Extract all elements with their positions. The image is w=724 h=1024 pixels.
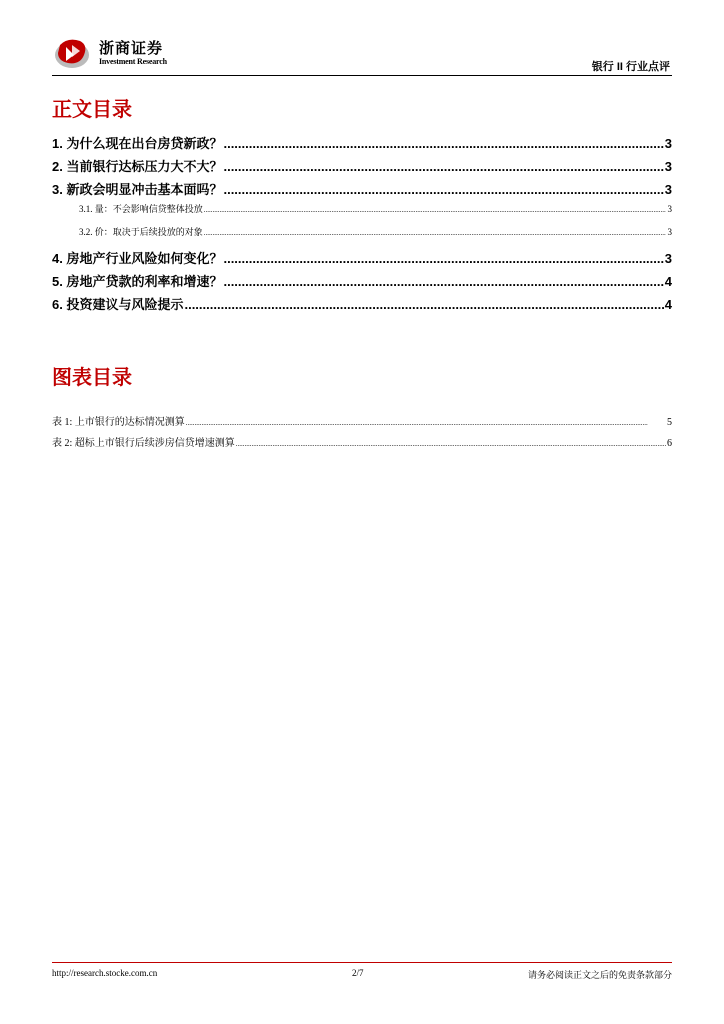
toc-entry-page: 3 — [664, 136, 672, 151]
page-number: 2/7 — [352, 968, 364, 978]
toc-entry-label: 2. 当前银行达标压力大不大？ — [52, 159, 223, 174]
toc-leader — [184, 297, 663, 312]
toc-entry[interactable] — [52, 156, 672, 179]
figure-entry-label: 表 2: 超标上市银行后续涉房信贷增速测算 — [52, 438, 235, 449]
figure-entry[interactable] — [52, 434, 672, 455]
toc-entry-page: 3 — [664, 159, 672, 174]
toc-leader — [204, 206, 667, 214]
report-category: 银行 II 行业点评 — [591, 61, 670, 73]
figure-entry[interactable] — [52, 413, 672, 434]
toc-leader — [236, 440, 666, 448]
toc-list — [52, 133, 672, 317]
toc-entry[interactable] — [52, 271, 672, 294]
figures-title: 图表目录 — [52, 367, 132, 389]
toc-entry[interactable] — [52, 294, 672, 317]
logo-chinese-name: 浙商证券 — [99, 40, 164, 57]
toc-entry-page: 4 — [664, 297, 672, 312]
footer-url[interactable]: http://research.stocke.com.cn — [52, 968, 158, 978]
toc-entry-label: 3.1. 量：不会影响信贷整体投放 — [79, 204, 203, 214]
toc-entry-page: 3 — [667, 227, 672, 237]
figure-entry-page: 5 — [667, 417, 672, 428]
toc-subentry[interactable] — [52, 225, 672, 248]
toc-entry-label: 6. 投资建议与风险提示 — [52, 297, 184, 312]
toc-entry-label: 4. 房地产行业风险如何变化？ — [52, 251, 223, 266]
company-logo — [52, 35, 172, 71]
toc-leader — [223, 182, 663, 197]
toc-entry-page: 3 — [664, 251, 672, 266]
toc-leader — [204, 229, 667, 237]
toc-title: 正文目录 — [52, 99, 132, 121]
toc-leader — [223, 136, 663, 151]
toc-entry-page: 3 — [664, 182, 672, 197]
toc-leader — [186, 419, 666, 427]
figure-entry-page: 6 — [667, 438, 672, 449]
toc-entry-page: 3 — [667, 204, 672, 214]
stocke-logo-icon — [52, 35, 94, 71]
toc-entry-label: 3.2. 价：取决于后续投放的对象 — [79, 227, 203, 237]
toc-entry[interactable] — [52, 248, 672, 271]
toc-entry-label: 1. 为什么现在出台房贷新政？ — [52, 136, 223, 151]
toc-entry-page: 4 — [664, 274, 672, 289]
toc-subentry[interactable] — [52, 202, 672, 225]
toc-entry-label: 3. 新政会明显冲击基本面吗？ — [52, 182, 223, 197]
figures-list — [52, 413, 672, 455]
footer-divider — [52, 962, 672, 963]
toc-entry-label: 5. 房地产贷款的利率和增速？ — [52, 274, 223, 289]
toc-leader — [223, 274, 663, 289]
toc-leader — [223, 159, 663, 174]
toc-entry[interactable] — [52, 179, 672, 202]
disclaimer-note: 请务必阅读正文之后的免责条款部分 — [527, 970, 672, 980]
figure-entry-label: 表 1: 上市银行的达标情况测算 — [52, 417, 185, 428]
logo-english-name: Investment Research — [99, 57, 167, 66]
header-divider — [52, 75, 672, 76]
toc-entry[interactable] — [52, 133, 672, 156]
toc-leader — [223, 251, 663, 266]
